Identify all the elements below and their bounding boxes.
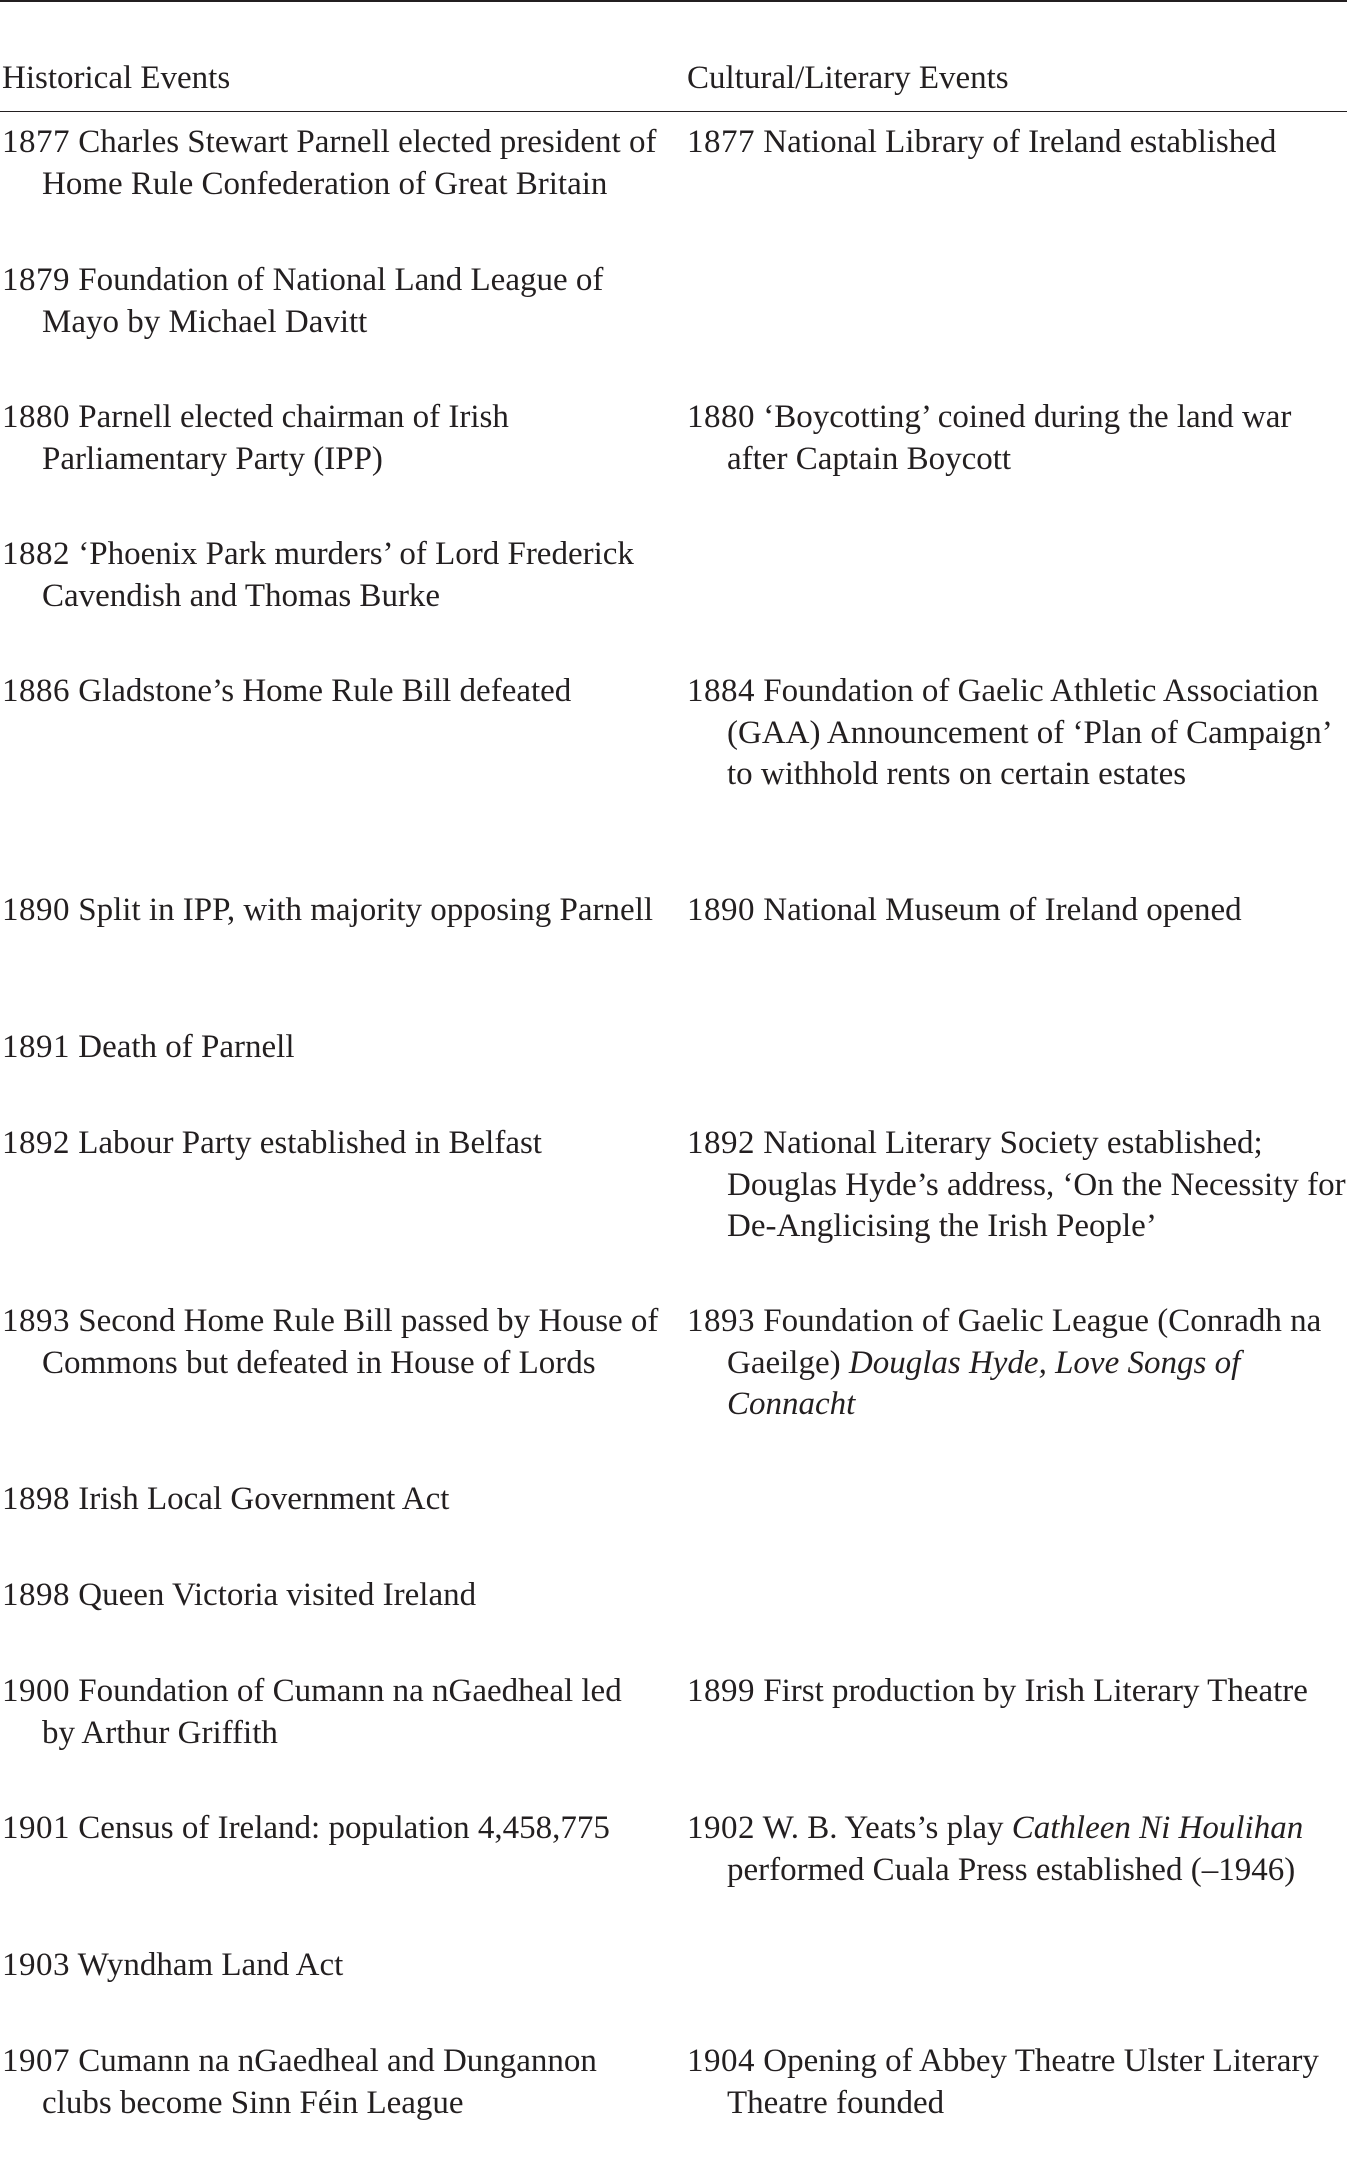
historical-event xyxy=(2,397,689,534)
event-text-italic: Douglas Hyde, Love Songs of Connacht xyxy=(727,1344,1241,1422)
historical-event xyxy=(2,890,689,1027)
cultural-event xyxy=(687,1945,1347,2041)
cultural-event xyxy=(687,260,1347,397)
table-row xyxy=(0,260,1347,397)
cultural-event xyxy=(687,1301,1347,1479)
event-year: 1899 xyxy=(687,1673,755,1709)
table-row xyxy=(0,1479,1347,1575)
event-text-continued: performed Cuala Press established (–1946) xyxy=(727,1851,1296,1888)
event-text: Wyndham Land Act xyxy=(77,1947,344,1983)
column-header-cultural: Cultural/Literary Events xyxy=(687,60,1009,96)
table-row xyxy=(0,671,1347,890)
cultural-event xyxy=(687,122,1347,260)
event-year: 1890 xyxy=(2,892,70,928)
event-text: Split in IPP, with majority opposing Parnell xyxy=(78,892,654,928)
cultural-event xyxy=(687,1575,1347,1671)
event-text: Cumann na nGaedheal and Dungannon clubs become Sinn Féin League xyxy=(42,2043,597,2121)
event-year: 1892 xyxy=(2,1125,70,1161)
event-year: 1879 xyxy=(2,262,70,298)
event-year: 1902 xyxy=(687,1810,755,1846)
event-year: 1886 xyxy=(2,673,70,709)
table-row xyxy=(0,890,1347,1027)
cultural-event xyxy=(687,1479,1347,1575)
event-year: 1892 xyxy=(687,1125,755,1161)
event-text-italic: Cathleen Ni Houlihan xyxy=(1011,1810,1304,1846)
event-year: 1890 xyxy=(687,892,755,928)
cultural-event xyxy=(687,534,1347,671)
event-text: Census of Ireland: population 4,458,775 xyxy=(78,1810,610,1846)
event-text: Death of Parnell xyxy=(78,1029,295,1065)
event-year: 1893 xyxy=(687,1303,755,1339)
cultural-event xyxy=(687,1123,1347,1301)
cultural-event xyxy=(687,1027,1347,1123)
table-row xyxy=(0,122,1347,260)
event-text: Foundation of National Land League of Mayo by Michael Davitt xyxy=(42,262,604,340)
event-year: 1880 xyxy=(687,399,755,435)
historical-event xyxy=(2,1027,689,1123)
table-row xyxy=(0,1027,1347,1123)
event-text: Parnell elected chairman of Irish Parliamentary Party (IPP) xyxy=(42,399,509,477)
historical-event xyxy=(2,1808,689,1945)
event-year: 1893 xyxy=(2,1303,70,1339)
event-text: Opening of Abbey Theatre Ulster Literary Theatre founded xyxy=(727,2043,1319,2121)
table-row xyxy=(0,1808,1347,1945)
table-row xyxy=(0,1301,1347,1479)
event-text: Charles Stewart Parnell elected president of Home Rule Confederation of Great Britain xyxy=(42,124,657,202)
event-year: 1907 xyxy=(2,2043,70,2079)
event-year: 1877 xyxy=(687,124,755,160)
table-row xyxy=(0,534,1347,671)
cultural-event xyxy=(687,1671,1347,1808)
event-text: ‘Phoenix Park murders’ of Lord Frederick Cavendish and Thomas Burke xyxy=(42,536,634,614)
event-text: Foundation of Cumann na nGaedheal led by Arthur Griffith xyxy=(42,1673,622,1751)
event-year: 1903 xyxy=(2,1947,70,1983)
event-year: 1898 xyxy=(2,1577,70,1613)
historical-event xyxy=(2,1301,689,1479)
event-year: 1884 xyxy=(687,673,755,709)
header-rule xyxy=(0,111,1347,112)
event-year: 1877 xyxy=(2,124,70,160)
event-text: Gladstone’s Home Rule Bill defeated xyxy=(78,673,572,709)
table-row xyxy=(0,1575,1347,1671)
cultural-event xyxy=(687,2041,1347,2137)
event-year: 1901 xyxy=(2,1810,70,1846)
cultural-event xyxy=(687,1808,1347,1945)
event-year: 1900 xyxy=(2,1673,70,1709)
event-text: ‘Boycotting’ coined during the land war after Captain Boycott xyxy=(727,399,1292,477)
historical-event xyxy=(2,671,689,890)
event-text: Queen Victoria visited Ireland xyxy=(78,1577,477,1613)
table-row xyxy=(0,1123,1347,1301)
table-row xyxy=(0,1671,1347,1808)
cultural-event xyxy=(687,397,1347,534)
event-text: First production by Irish Literary Theatre xyxy=(763,1673,1308,1709)
historical-event xyxy=(2,1479,689,1575)
table-row xyxy=(0,397,1347,534)
event-text: National Literary Society established; Douglas Hyde’s address, ‘On the Necessity for De-Anglicising the Irish People’ xyxy=(727,1125,1346,1244)
event-text: National Museum of Ireland opened xyxy=(763,892,1242,928)
cultural-event xyxy=(687,671,1347,890)
event-text: Foundation of Gaelic Athletic Association (GAA) Announcement of ‘Plan of Campaign’ to withhold rents on certain estates xyxy=(727,673,1331,792)
event-year: 1898 xyxy=(2,1481,70,1517)
event-year: 1882 xyxy=(2,536,70,572)
historical-event xyxy=(2,1123,689,1301)
table-row xyxy=(0,1945,1347,2041)
historical-event xyxy=(2,534,689,671)
timeline-table xyxy=(0,122,1347,2137)
historical-event xyxy=(2,260,689,397)
event-text: Irish Local Government Act xyxy=(78,1481,450,1517)
event-text: National Library of Ireland established xyxy=(763,124,1277,160)
historical-event xyxy=(2,122,689,260)
table-row xyxy=(0,2041,1347,2137)
historical-event xyxy=(2,2041,689,2137)
cultural-event xyxy=(687,890,1347,1027)
column-header-historical: Historical Events xyxy=(2,60,231,96)
event-text: Foundation of Gaelic League (Conradh na Gaeilge) xyxy=(727,1303,1322,1381)
event-text: Second Home Rule Bill passed by House of Commons but defeated in House of Lords xyxy=(42,1303,659,1381)
event-year: 1891 xyxy=(2,1029,70,1065)
top-rule xyxy=(0,0,1347,2)
historical-event xyxy=(2,1671,689,1808)
event-year: 1904 xyxy=(687,2043,755,2079)
event-year: 1880 xyxy=(2,399,70,435)
historical-event xyxy=(2,1575,689,1671)
historical-event xyxy=(2,1945,689,2041)
event-text: W. B. Yeats’s play xyxy=(762,1810,1004,1846)
event-text: Labour Party established in Belfast xyxy=(78,1125,542,1161)
